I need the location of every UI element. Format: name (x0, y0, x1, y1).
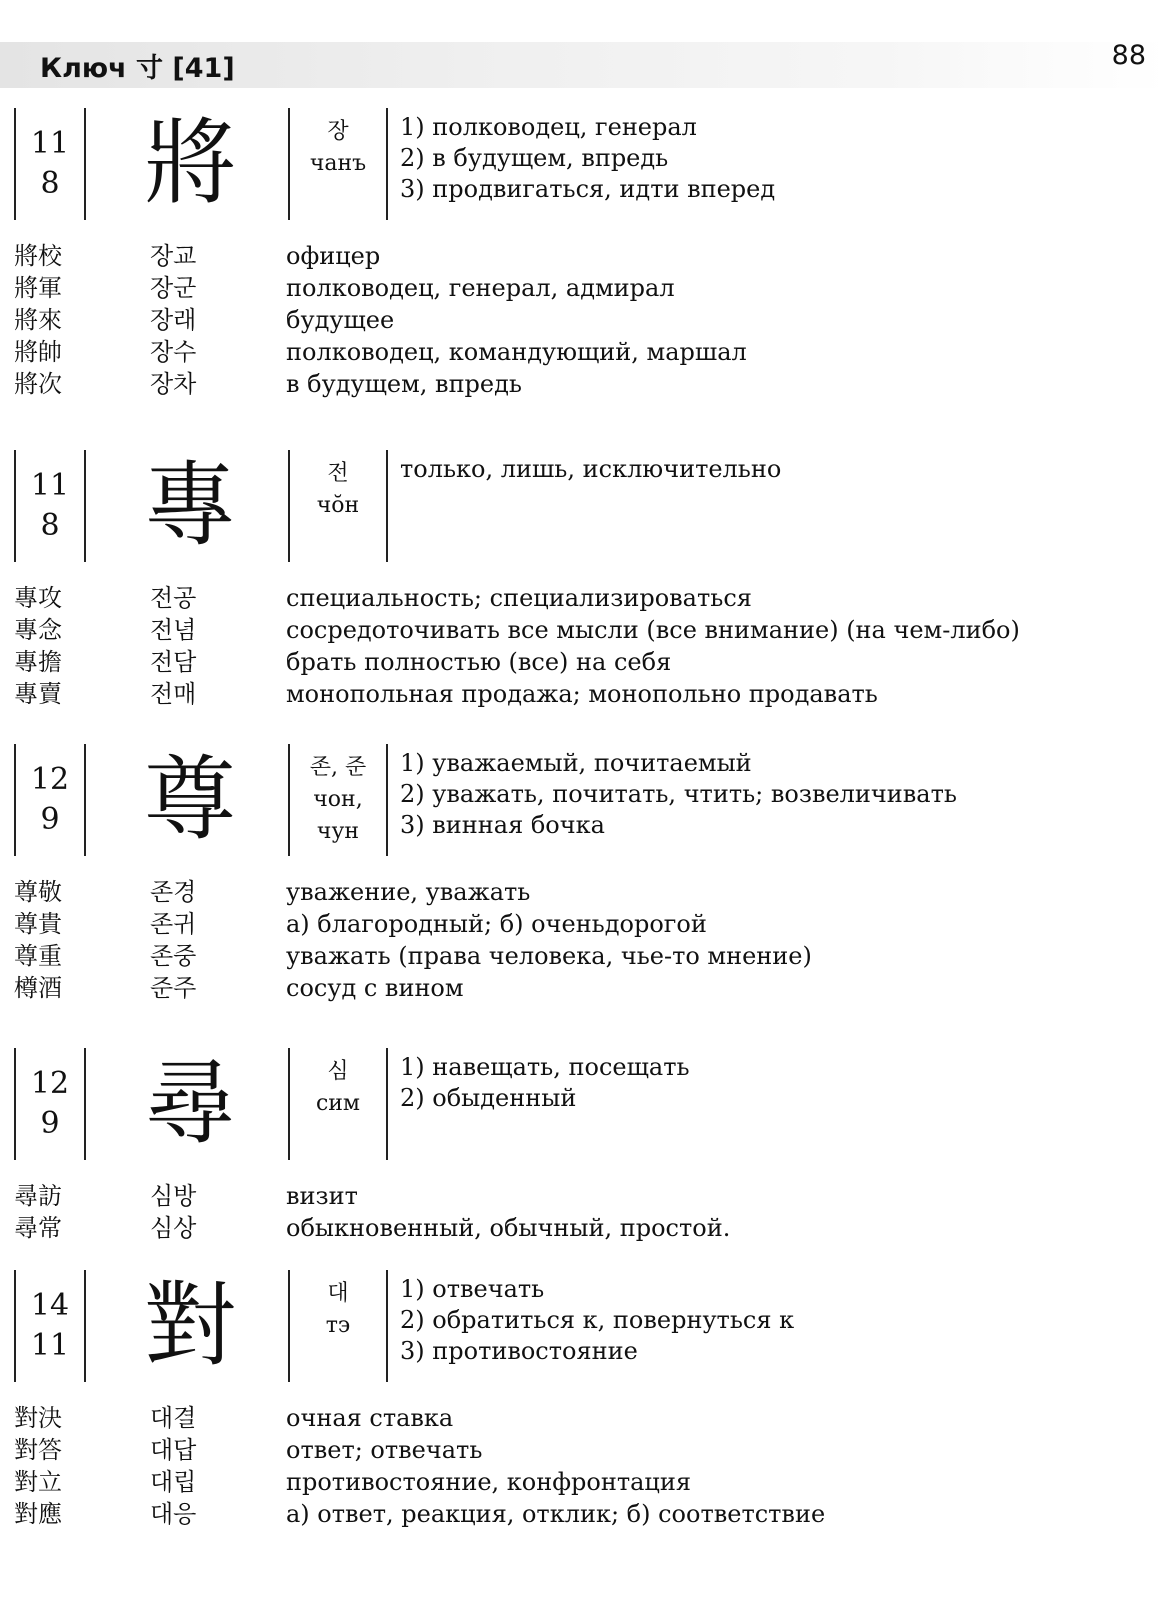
compound-word: 尊貴 (14, 910, 62, 938)
meaning-item: 2) обратиться к, повернуться к (400, 1306, 795, 1334)
stroke-total: 14 (30, 1288, 70, 1323)
compound-meaning: сосредоточивать все мысли (все внимание) (на чем-либо) (286, 616, 1020, 644)
readings-box (288, 450, 388, 562)
compound-korean: 전담 (150, 648, 197, 676)
compound-korean: 장수 (150, 338, 197, 366)
compound-korean: 전념 (150, 616, 197, 644)
head-character: 尊 (143, 746, 236, 853)
stroke-total: 11 (30, 126, 70, 161)
entry-head (0, 1048, 1168, 1160)
dictionary-entry (0, 108, 1168, 400)
readings-box (288, 108, 388, 220)
meaning-item: 2) обыденный (400, 1084, 577, 1112)
compound-meaning: сосуд с вином (286, 974, 464, 1002)
compound-row (0, 336, 1168, 368)
compound-meaning: ответ; отвечать (286, 1436, 483, 1464)
compound-word: 將軍 (14, 274, 62, 302)
compound-word: 對立 (14, 1468, 62, 1496)
compound-korean: 장차 (150, 370, 197, 398)
compound-meaning: монопольная продажа; монопольно продавать (286, 680, 878, 708)
reading-russian: чŏн (316, 493, 360, 518)
stroke-count-box (14, 108, 86, 220)
stroke-extra: 8 (40, 166, 60, 201)
meaning-item: только, лишь, исключительно (400, 455, 782, 483)
compound-row (0, 1212, 1168, 1244)
head-character: 尋 (143, 1050, 236, 1157)
readings-box (288, 1270, 388, 1382)
compound-word: 樽酒 (14, 974, 62, 1002)
dictionary-entry (0, 744, 1168, 1004)
compound-meaning: уважение, уважать (286, 878, 531, 906)
reading-russian: чон, (313, 787, 363, 812)
dictionary-entry (0, 1270, 1168, 1530)
compound-meaning: а) благородный; б) оченьдорогой (286, 910, 707, 938)
compound-korean: 대응 (150, 1500, 197, 1528)
compound-word: 將來 (14, 306, 62, 334)
compound-word: 專擔 (14, 648, 62, 676)
compound-korean: 존귀 (150, 910, 197, 938)
compound-row (0, 582, 1168, 614)
meaning-item: 2) в будущем, впредь (400, 144, 669, 172)
compound-meaning: полководец, генерал, адмирал (286, 274, 675, 302)
compound-korean: 존중 (150, 942, 197, 970)
compound-row (0, 940, 1168, 972)
compound-word: 將校 (14, 242, 62, 270)
entry-head (0, 450, 1168, 562)
compound-row (0, 1434, 1168, 1466)
stroke-extra: 9 (40, 1106, 60, 1141)
readings-box (288, 744, 388, 856)
compound-meaning: а) ответ, реакция, отклик; б) соответствие (286, 1500, 826, 1528)
stroke-total: 12 (30, 1066, 70, 1101)
stroke-count-box (14, 744, 86, 856)
compound-korean: 장교 (150, 242, 197, 270)
compound-word: 將次 (14, 370, 62, 398)
compound-meaning: будущее (286, 306, 395, 334)
entry-head (0, 108, 1168, 220)
reading-russian: чанъ (309, 151, 367, 176)
compound-word: 專念 (14, 616, 62, 644)
meanings-list (400, 112, 775, 205)
compound-list (0, 1180, 1168, 1244)
compound-word: 尊敬 (14, 878, 62, 906)
meaning-item: 1) отвечать (400, 1275, 545, 1303)
compound-row (0, 876, 1168, 908)
page-number: 88 (1111, 40, 1146, 71)
compound-korean: 장래 (150, 306, 197, 334)
stroke-extra: 11 (30, 1328, 70, 1363)
meaning-item: 3) противостояние (400, 1337, 638, 1365)
compound-row (0, 972, 1168, 1004)
reading-korean: 전 (327, 461, 349, 486)
compound-meaning: обыкновенный, обычный, простой. (286, 1214, 731, 1242)
meaning-item: 1) уважаемый, почитаемый (400, 749, 752, 777)
compound-word: 將帥 (14, 338, 62, 366)
compound-list (0, 1402, 1168, 1530)
reading-korean: 장 (327, 119, 349, 144)
compound-row (0, 240, 1168, 272)
reading-russian-alt: чун (316, 819, 360, 844)
compound-row (0, 304, 1168, 336)
stroke-total: 12 (30, 762, 70, 797)
compound-word: 尊重 (14, 942, 62, 970)
meanings-list (400, 748, 957, 841)
meaning-item: 2) уважать, почитать, чтить; возвеличивать (400, 780, 957, 808)
compound-korean: 전공 (150, 584, 197, 612)
head-character: 將 (143, 110, 236, 217)
compound-meaning: полководец, командующий, маршал (286, 338, 747, 366)
entry-head (0, 744, 1168, 856)
compound-meaning: в будущем, впредь (286, 370, 522, 398)
compound-meaning: противостояние, конфронтация (286, 1468, 691, 1496)
meanings-list (400, 1052, 690, 1114)
compound-row (0, 1180, 1168, 1212)
reading-russian: сим (315, 1091, 361, 1116)
compound-meaning: специальность; специализироваться (286, 584, 752, 612)
compound-row (0, 678, 1168, 710)
stroke-total: 11 (30, 468, 70, 503)
compound-meaning: офицер (286, 242, 381, 270)
compound-korean: 존경 (150, 878, 197, 906)
compound-meaning: уважать (права человека, чье-то мнение) (286, 942, 812, 970)
compound-list (0, 582, 1168, 710)
compound-row (0, 1498, 1168, 1530)
meaning-item: 1) полководец, генерал (400, 113, 697, 141)
compound-korean: 대결 (150, 1404, 197, 1432)
head-character: 對 (143, 1272, 236, 1379)
compound-row (0, 908, 1168, 940)
reading-korean: 대 (327, 1281, 349, 1306)
compound-list (0, 876, 1168, 1004)
meaning-item: 3) винная бочка (400, 811, 605, 839)
compound-korean: 대립 (150, 1468, 197, 1496)
reading-korean: 존, 준 (309, 755, 367, 780)
compound-row (0, 646, 1168, 678)
dictionary-entry (0, 1048, 1168, 1244)
compound-korean: 준주 (150, 974, 197, 1002)
compound-row (0, 614, 1168, 646)
compound-word: 專賣 (14, 680, 62, 708)
meaning-item: 3) продвигаться, идти вперед (400, 175, 776, 203)
meanings-list (400, 1274, 794, 1367)
page-title: Ключ 寸 [41] (40, 53, 235, 84)
stroke-count-box (14, 450, 86, 562)
compound-meaning: брать полностью (все) на себя (286, 648, 672, 676)
compound-word: 對決 (14, 1404, 62, 1432)
compound-row (0, 272, 1168, 304)
compound-korean: 대답 (150, 1436, 197, 1464)
compound-row (0, 368, 1168, 400)
stroke-extra: 9 (40, 802, 60, 837)
stroke-count-box (14, 1048, 86, 1160)
compound-list (0, 240, 1168, 400)
dictionary-entry (0, 450, 1168, 710)
readings-box (288, 1048, 388, 1160)
compound-row (0, 1466, 1168, 1498)
compound-korean: 전매 (150, 680, 197, 708)
compound-korean: 심방 (150, 1182, 197, 1210)
meanings-list (400, 454, 781, 485)
stroke-count-box (14, 1270, 86, 1382)
compound-word: 專攻 (14, 584, 62, 612)
compound-korean: 장군 (150, 274, 197, 302)
compound-word: 尋常 (14, 1214, 62, 1242)
compound-row (0, 1402, 1168, 1434)
reading-korean: 심 (327, 1059, 349, 1084)
meaning-item: 1) навещать, посещать (400, 1053, 690, 1081)
compound-word: 對應 (14, 1500, 62, 1528)
compound-word: 尋訪 (14, 1182, 62, 1210)
compound-meaning: визит (286, 1182, 358, 1210)
compound-word: 對答 (14, 1436, 62, 1464)
compound-meaning: очная ставка (286, 1404, 454, 1432)
head-character: 專 (143, 452, 236, 559)
reading-russian: тэ (325, 1313, 351, 1338)
compound-korean: 심상 (150, 1214, 197, 1242)
entry-head (0, 1270, 1168, 1382)
stroke-extra: 8 (40, 508, 60, 543)
